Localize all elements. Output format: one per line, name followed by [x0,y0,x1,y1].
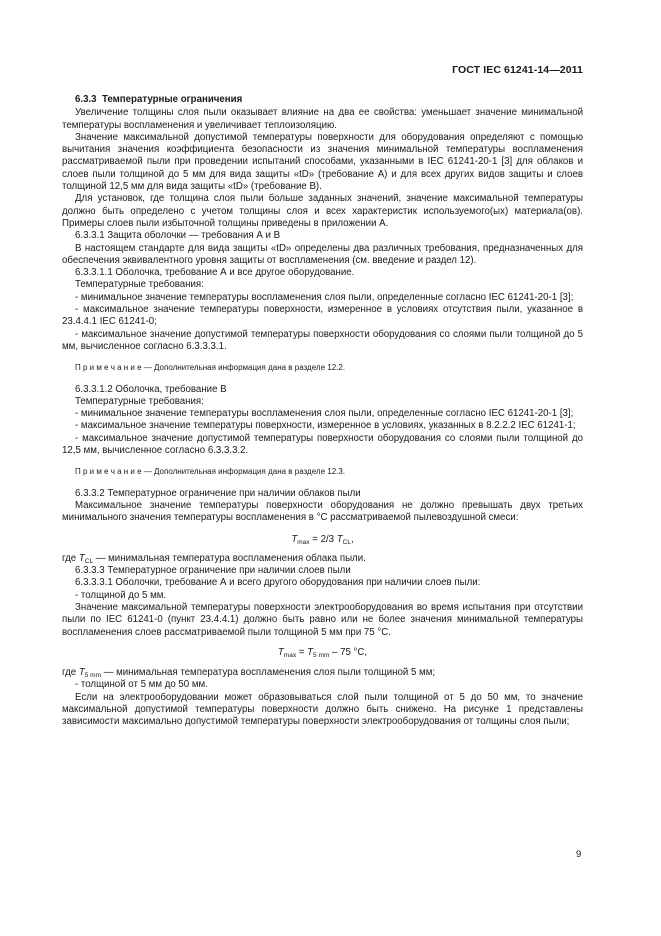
list-item: - толщиной до 5 мм. [75,589,167,601]
list-item: - минимальное значение температуры воспламенения слоя пыли, определенные согласно IEC 61241-20-1 [3]; [75,408,574,420]
paragraph: Температурные требования: [75,395,204,407]
list-item: - толщиной от 5 мм до 50 мм. [75,679,208,691]
note-label: П р и м е ч а н и е [75,363,142,373]
note-label: П р и м е ч а н и е [75,467,142,477]
subsection-heading: 6.3.3.1 Защита оболочки — требования А и В [75,230,281,242]
page-number: 9 [576,849,582,860]
list-item: - максимальное значение температуры поверхности, измеренное в условиях отсутствия пыли, указанное в 23.4.4.1 IEC 61241-0; [62,304,583,328]
list-item: - максимальное значение допустимой температуры поверхности оборудования со слоями пыли толщиной до 12,5 мм, вычисленное согласно 6.3.3.3.2. [62,432,583,457]
subsection-heading: 6.3.3.1.2 Оболочка, требование В [75,383,227,395]
paragraph: Для установок, где толщина слоя пыли больше заданных значений, значение максимальной температуры должно быть определено с учетом толщины слоя и всех характеристик используемого(ых) материала(ов). Примеры слоев пыли избыточной толщины приведены в приложении А. [62,193,583,229]
paragraph: Если на электрооборудовании может образовываться слой пыли толщиной от 5 до 50 мм, то значение максимальной допустимой температуры поверхности должно быть снижено. На рисунке 1 представлены зависимости максимально допустимой температуры поверхности электрооборудования от толщины слоя пыли; [62,691,583,728]
paragraph: Значение максимальной допустимой температуры поверхности для оборудования определяют с помощью вычитания значения коэффициента безопасности из значения минимальной температуры воспламенения рассматриваемой пыли при проведении испытаний способами, указанными в IEC 61241-20-1 [3] для облаков и слоев пыли толщиной до 5 мм для вида защиты «tD» (требование А) и для всех других видов защиты и слоев толщиной 12,5 мм для вида защиты «tD» (требование В). [62,131,583,193]
section-heading [62,94,583,106]
note [62,362,583,374]
section-title: Температурные ограничения [101,94,243,105]
formula-tmax-cloud: $T_{max} = 2/3$ $T_{CL}$, [291,533,354,546]
paragraph: Максимальное значение температуры поверхности оборудования не должно превышать двух третьих минимального значения температуры воспламенения в °С рассматриваемой пылевоздушной смеси: [62,499,583,524]
note [62,466,583,478]
paragraph: Значение максимальной температуры поверхности электрооборудования во время испытания при отсутствии пыли по IEC 61241-0 (пункт 23.4.4.1) должно быть равно или не более значения минимальной температуры воспламенения слоев рассматриваемой пыли толщиной 5 мм при 75 °С. [62,601,583,638]
note-text: — Дополнительная информация дана в разделе 12.3. [141,467,346,477]
section-number: 6.3.3 [75,94,97,105]
paragraph: Увеличение толщины слоя пыли оказывает влияние на два ее свойства: уменьшает значение минимальной температуры воспламенения и увеличивает теплоизоляцию. [62,107,583,131]
list-item: - максимальное значение допустимой температуры поверхности оборудования со слоями пыли толщиной до 5 мм, вычисленное согласно 6.3.3.3.1. [62,328,583,352]
page-content [62,94,583,729]
formula-explanation: где $T_{5 mm}$ — минимальная температура воспламенения слоя пыли толщиной 5 мм; [62,667,436,680]
subsection-heading: 6.3.3.3.1 Оболочки, требование А и всего другого оборудования при наличии слоев пыли: [75,577,481,589]
paragraph: В настоящем стандарте для вида защиты «tD» определены два различных требования, предназначенных для обеспечения эквивалентного уровня защиты от воспламенения (см. введение и раздел 12). [62,242,583,266]
subsection-heading: 6.3.3.3 Температурное ограничение при наличии слоев пыли [75,565,351,577]
subsection-heading: 6.3.3.2 Температурное ограничение при наличии облаков пыли [75,487,361,499]
list-item: - максимальное значение температуры поверхности, измеренное в условиях, указанных в 8.2.2.2 IEC 61241-1; [75,420,576,432]
subsection-heading: 6.3.3.1.1 Оболочка, требование А и все другое оборудование. [75,267,355,279]
formula-tmax-layer: $T_{max} = T_{5 mm} - 75$ °С, [277,646,368,659]
document-code-header: ГОСТ IEC 61241-14—2011 [452,64,583,76]
paragraph: Температурные требования: [75,279,204,291]
formula-explanation: где $T_{CL}$ — минимальная температура воспламенения облака пыли. [62,552,366,565]
list-item: - минимальное значение температуры воспламенения слоя пыли, определенные согласно IEC 61241-20-1 [3]; [75,291,574,303]
note-text: — Дополнительная информация дана в разделе 12.2. [141,363,346,373]
